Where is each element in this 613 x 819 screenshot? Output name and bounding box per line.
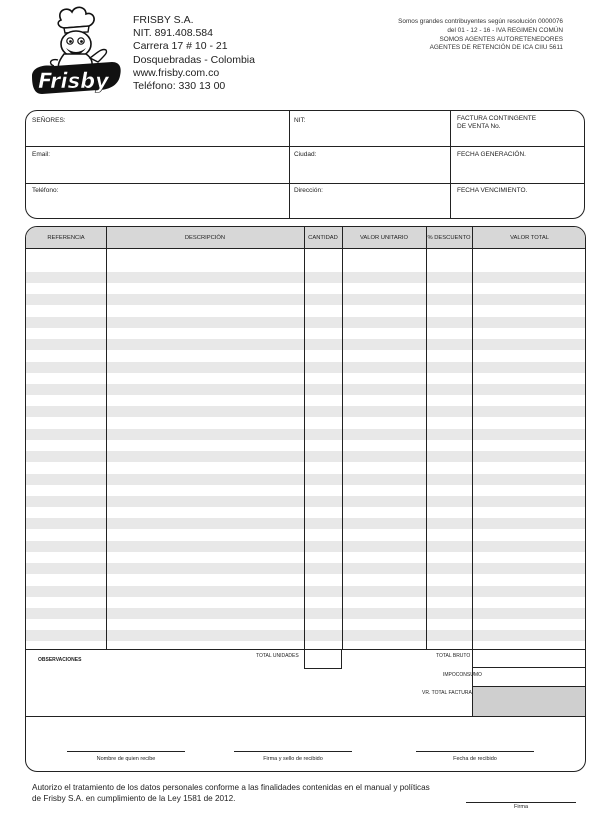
company-website: www.frisby.com.co [133,66,220,79]
signature-separator [26,716,585,717]
factura-label-line1: FACTURA CONTINGENTE [457,115,537,122]
company-phone: Teléfono: 330 13 00 [133,80,226,93]
table-row-stripe [26,541,585,552]
received-date-label: Fecha de recibido [453,756,497,762]
column-divider [426,227,427,649]
column-divider [342,227,343,649]
table-row-stripe [26,608,585,619]
fiscal-note: SOMOS AGENTES AUTORETENEDORES [439,35,563,43]
observaciones-label: OBSERVACIONES [38,657,82,663]
signature-line[interactable] [67,751,185,752]
table-row-stripe [26,474,585,485]
field-factura-no[interactable] [457,115,536,131]
table-row-stripe [26,406,585,417]
divider [26,183,584,184]
consent-line: de Frisby S.A. en cumplimiento de la Ley 1581 de 2012. [32,794,236,803]
header-descuento: % DESCUENTO [427,235,471,241]
divider [289,111,290,218]
table-row-stripe [26,518,585,529]
table-row-stripe [26,362,585,373]
column-divider [472,227,473,716]
table-row-stripe [26,384,585,395]
totals-divider [472,667,585,668]
field-telefono[interactable]: Teléfono: [32,187,59,194]
fiscal-note: Somos grandes contribuyentes según resolución 0000076 [398,18,563,25]
table-row-stripe [26,272,585,283]
consent-text [32,782,452,804]
company-address: Carrera 17 # 10 - 21 [133,40,228,53]
field-direccion[interactable]: Dirección: [294,187,323,194]
company-nit: NIT. 891.408.584 [133,27,213,40]
table-row-stripe [26,630,585,641]
header-valor-total: VALOR TOTAL [510,235,549,241]
fiscal-note: del 01 - 12 - 16 - IVA REGIMEN COMÚN [447,26,563,34]
field-fecha-generacion[interactable]: FECHA GENERACIÓN. [457,151,526,158]
factura-label-line2: DE VENTA No. [457,123,501,130]
fiscal-note: AGENTES DE RETENCIÓN DE ICA CIIU 5611 [429,44,563,52]
field-nit[interactable]: NIT: [294,117,306,124]
divider [26,146,584,147]
fiscal-notes [398,18,563,53]
column-divider [304,227,305,649]
sign-stamp-label: Firma y sello de recibido [263,756,323,762]
client-info-box [25,110,585,219]
firma-line[interactable] [466,802,576,803]
chef-chicken-mascot-icon [28,6,123,98]
table-row-stripe [26,451,585,462]
table-row-stripe [26,563,585,574]
signature-line[interactable] [416,751,534,752]
total-unidades-box[interactable] [304,649,342,669]
table-row-stripe [26,294,585,305]
impoconsumo-label: IMPOCONSUMO [443,672,482,678]
company-info [133,14,255,93]
total-bruto-label: TOTAL BRUTO [436,653,471,659]
field-senores[interactable]: SEÑORES: [32,117,66,124]
table-header [26,227,585,249]
company-city: Dosquebradas - Colombia [133,53,255,66]
signature-line[interactable] [234,751,352,752]
firma-label: Firma [513,804,529,810]
logo-text: Frisby [38,69,109,93]
table-row-stripe [26,317,585,328]
header-valor-unitario: VALOR UNITARIO [359,235,409,241]
header-descripcion: DESCRIPCIÓN [184,235,226,241]
field-fecha-vencimiento[interactable]: FECHA VENCIMIENTO. [457,187,528,194]
vr-total-factura-label: VR. TOTAL FACTURA [422,690,472,696]
frisby-logo [28,6,123,98]
table-row-stripe [26,339,585,350]
total-unidades-label: TOTAL UNIDADES [256,653,299,659]
table-row-stripe [26,496,585,507]
vr-total-factura-field[interactable] [473,687,585,716]
company-name: FRISBY S.A. [133,14,194,26]
receiver-name-label: Nombre de quien recibe [96,756,156,762]
table-row-stripe [26,586,585,597]
header-cantidad: CANTIDAD [308,235,338,241]
column-divider [106,227,107,649]
table-row-stripe [26,429,585,440]
field-ciudad[interactable]: Ciudad: [294,151,317,158]
items-table [25,226,586,772]
header-referencia: REFERENCIA [47,235,85,241]
field-email[interactable]: Email: [32,151,51,158]
consent-line: Autorizo el tratamiento de los datos personales conforme a las finalidades contenidas en el manual y políticas [32,783,430,792]
divider [450,111,451,218]
